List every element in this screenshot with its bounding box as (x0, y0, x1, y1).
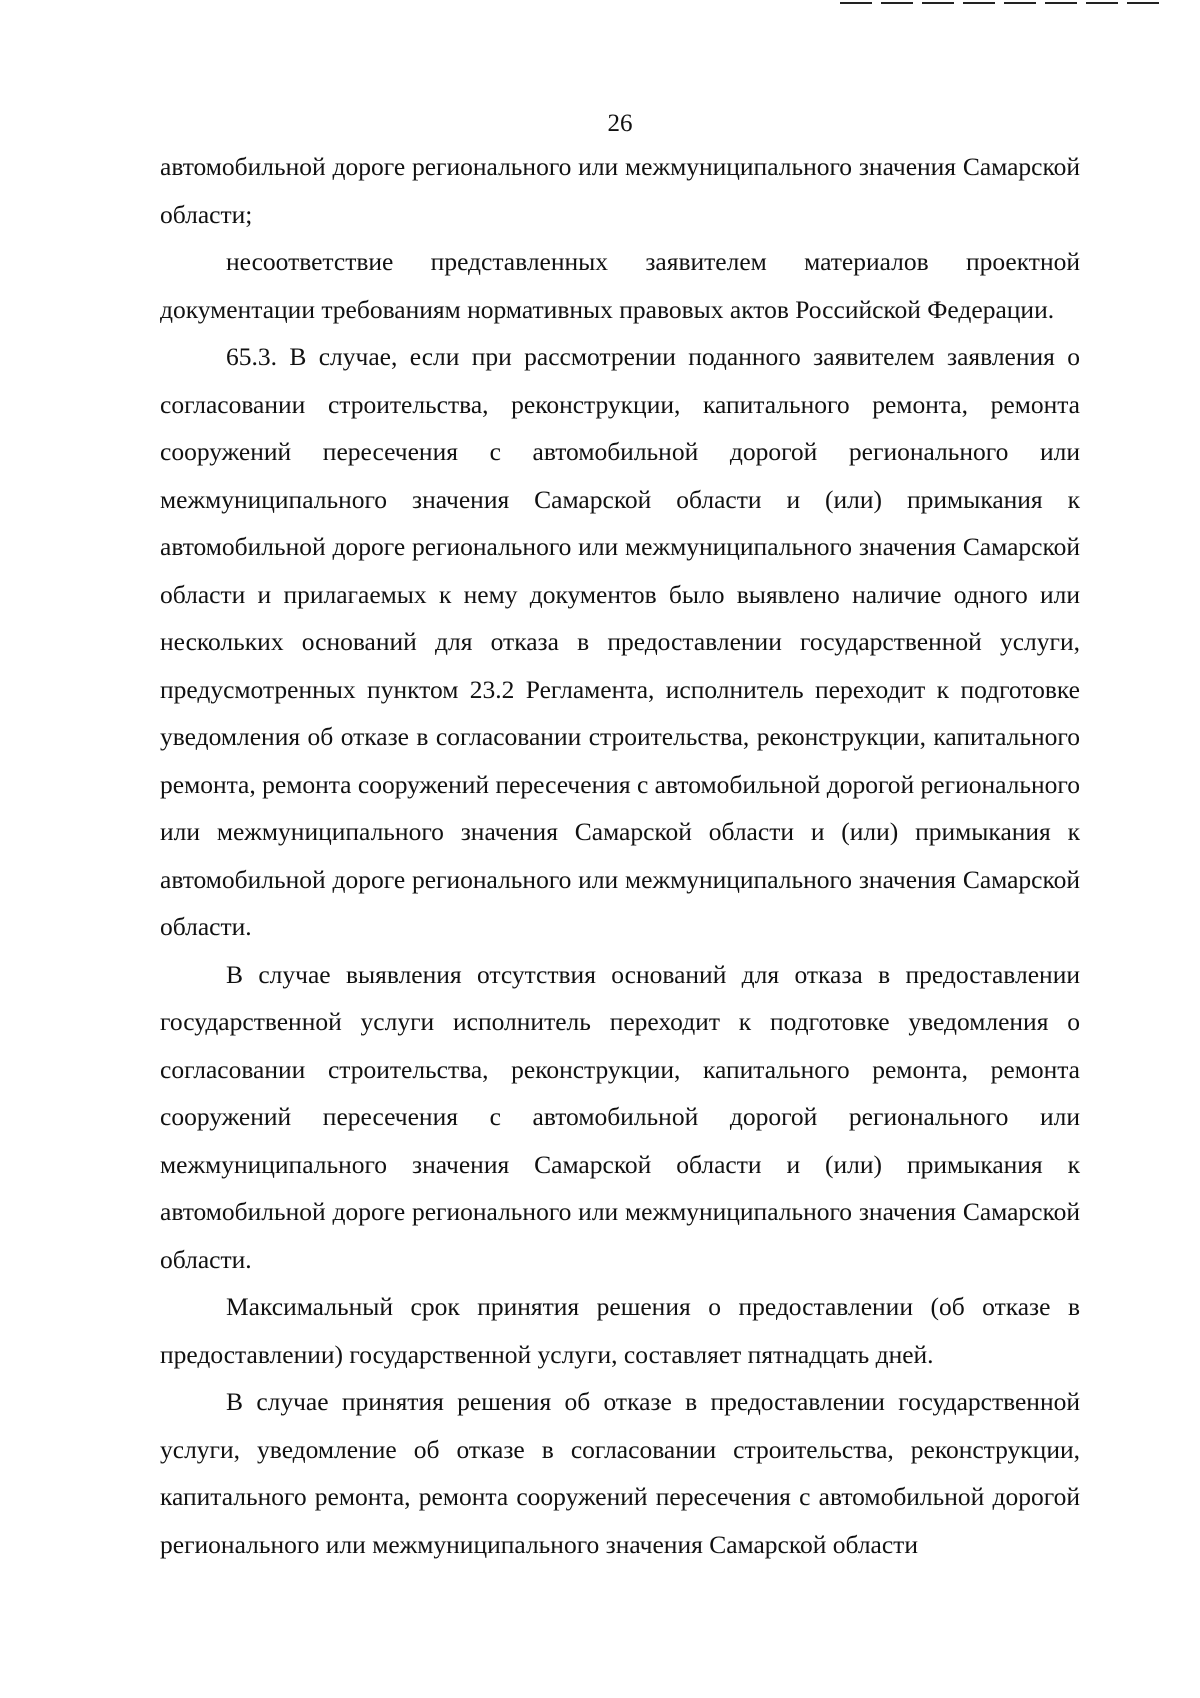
page-number: 26 (607, 110, 633, 137)
paragraph-max-term: Максимальный срок принятия решения о предоставлении (об отказе в предоставлении) государственной услуги, составляет пятнадцать дней. (160, 1292, 1080, 1369)
scan-dash (881, 2, 913, 4)
scan-dash (1045, 2, 1077, 4)
paragraph-65-3: 65.3. В случае, если при рассмотрении поданного заявителем заявления о согласовании строительства, реконструкции, капитального ремонта, ремонта сооружений пересечения с автомобильной дорогой регионального или межмуниципального значения Самарской области и (или) примыкания к автомобильной дороге регионального или межмуниципального значения Самарской области и прилагаемых к нему документов было выявлено наличие одного или нескольких оснований для отказа в предоставлении государственной услуги, предусмотренных пунктом 23.2 Регламента, исполнитель переходит к подготовке уведомления об отказе в согласовании строительства, реконструкции, капитального ремонта, ремонта сооружений пересечения с автомобильной дорогой регионального или межмуниципального значения Самарской области и (или) примыкания к автомобильной дороге регионального или межмуниципального значения Самарской области. (160, 342, 1080, 941)
scan-dash (840, 2, 872, 4)
document-body (160, 143, 1080, 1568)
paragraph-refusal-notice: В случае принятия решения об отказе в предоставлении государственной услуги, уведомление об отказе в согласовании строительства, реконструкции, капитального ремонта, ремонта сооружений пересечения с автомобильной дорогой регионального или межмуниципального значения Самарской области (160, 1387, 1080, 1559)
paragraph-continuation: автомобильной дороге регионального или межмуниципального значения Самарской области; (160, 152, 1080, 229)
scan-dash (1127, 2, 1159, 4)
scan-dash (922, 2, 954, 4)
scan-dash (963, 2, 995, 4)
scan-edge-marks (840, 0, 1200, 6)
paragraph-no-grounds: В случае выявления отсутствия оснований для отказа в предоставлении государственной услуги исполнитель переходит к подготовке уведомления о согласовании строительства, реконструкции, капитального ремонта, ремонта сооружений пересечения с автомобильной дорогой регионального или межмуниципального значения Самарской области и (или) примыкания к автомобильной дороге регионального или межмуниципального значения Самарской области. (160, 959, 1080, 1274)
scan-dash (1086, 2, 1118, 4)
scan-dash (1004, 2, 1036, 4)
paragraph-nonconformity: несоответствие представленных заявителем материалов проектной документации требованиям нормативных правовых актов Российской Федерации. (160, 247, 1080, 324)
